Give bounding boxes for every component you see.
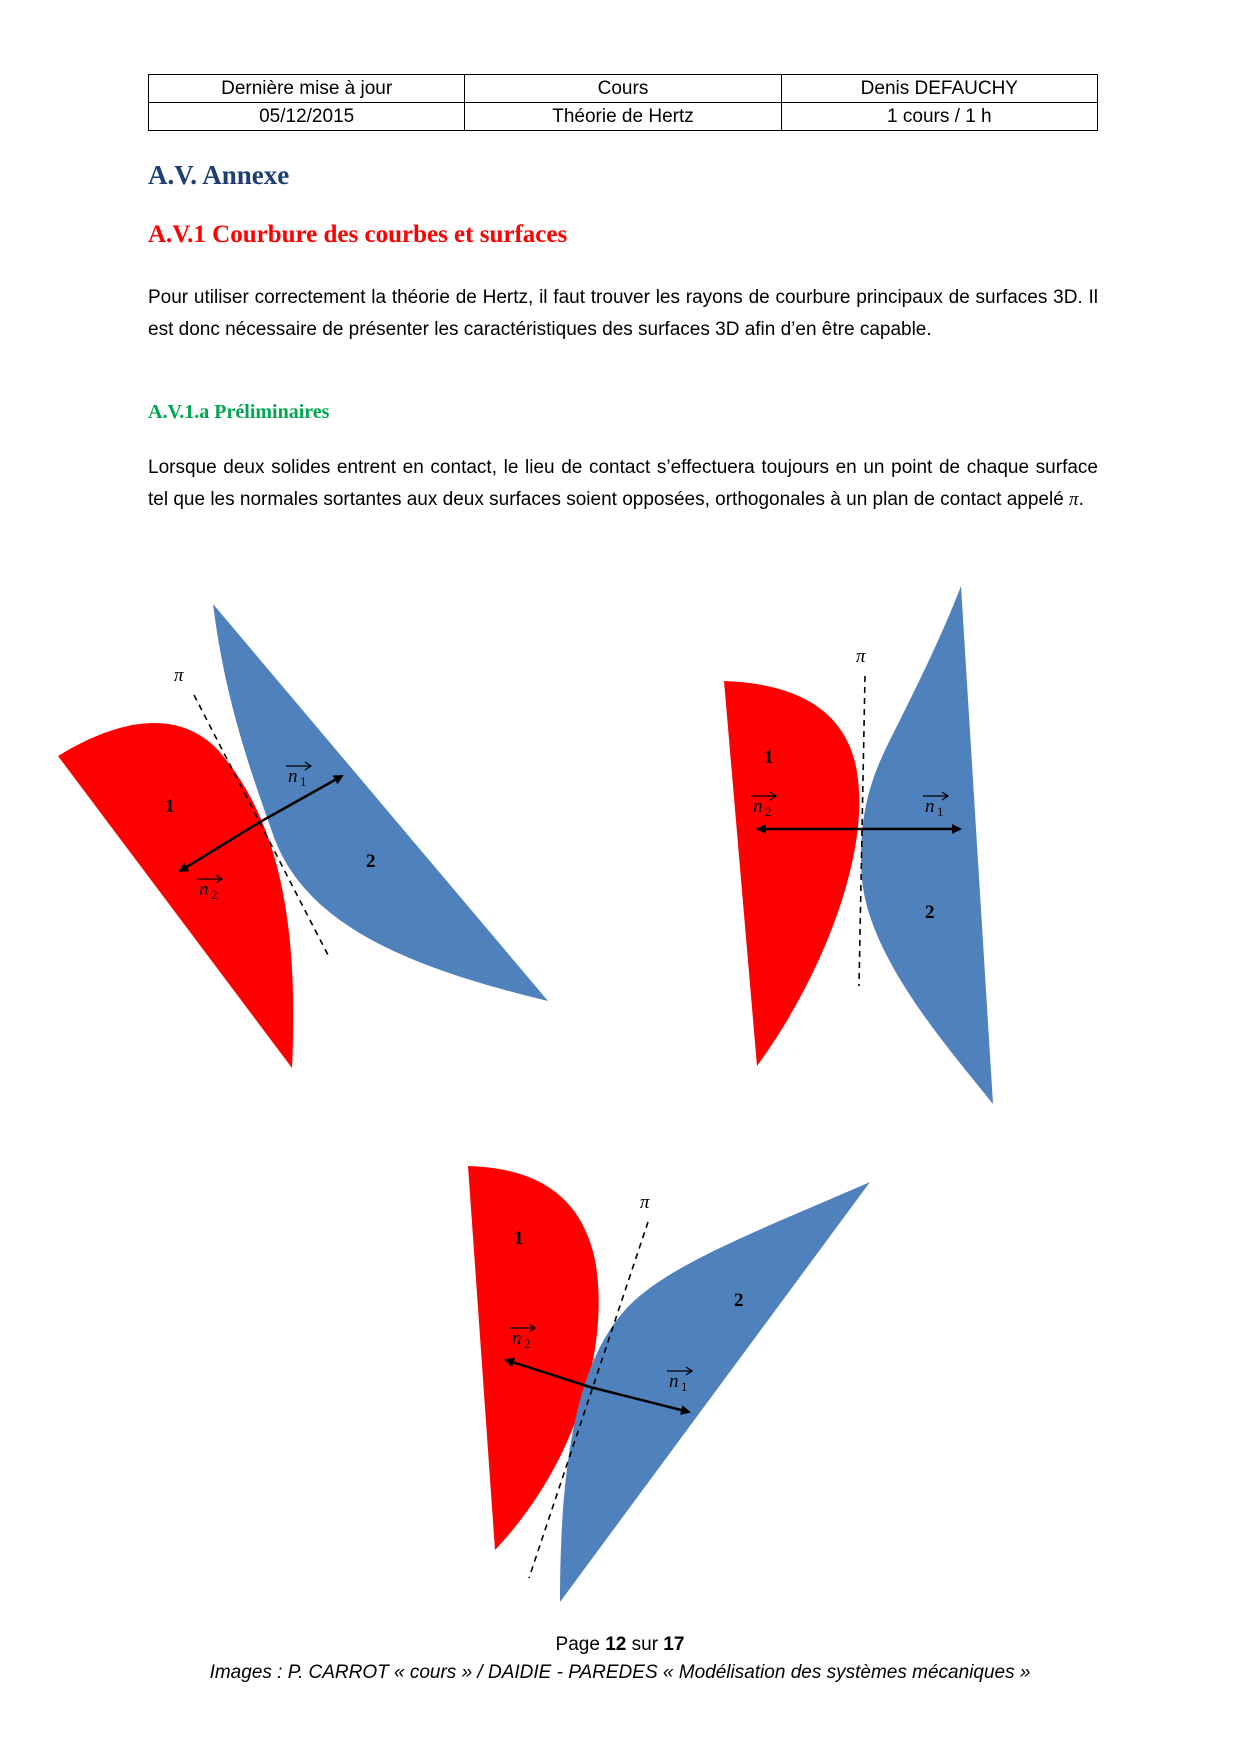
solid-2-label: 2: [734, 1290, 744, 1311]
solid-1-shape: [724, 681, 859, 1066]
subsubsection-title: A.V.1.a Préliminaires: [148, 401, 330, 423]
page-prefix: Page: [555, 1634, 606, 1655]
section-title: A.V. Annexe: [148, 160, 290, 190]
page-number: [0, 1634, 1240, 1656]
n2-letter: n: [753, 796, 763, 817]
figure-vertical-contact: [724, 586, 993, 1104]
header-author: Denis DEFAUCHY: [781, 75, 1097, 103]
solid-2-label: 2: [925, 902, 935, 923]
solid-2-shape: [861, 586, 993, 1104]
figure-inclined-contact: [468, 1166, 870, 1602]
n1-letter: n: [925, 796, 935, 817]
image-credits: Images : P. CARROT « cours » / DAIDIE - PAREDES « Modélisation des systèmes mécaniques »: [209, 1662, 1031, 1683]
header-duration: 1 cours / 1 h: [781, 103, 1097, 131]
n1-index: 1: [937, 804, 944, 819]
figure-oblique-contact: [58, 604, 548, 1068]
solid-1-label: 1: [764, 747, 774, 768]
plane-pi-label: π: [640, 1192, 650, 1213]
header-update-label: Dernière mise à jour: [149, 75, 465, 103]
n2-index: 2: [524, 1336, 531, 1351]
solid-1-label: 1: [514, 1228, 524, 1249]
plane-pi-label: π: [856, 646, 866, 667]
page-current: 12: [605, 1634, 627, 1655]
header-date: 05/12/2015: [149, 103, 465, 131]
n1-index: 1: [300, 774, 307, 789]
n2-letter: n: [199, 879, 209, 900]
paragraph-end: .: [1078, 489, 1084, 510]
n2-index: 2: [211, 887, 218, 902]
n1-letter: n: [669, 1371, 679, 1392]
plane-pi-label: π: [174, 665, 184, 686]
solid-1-label: 1: [165, 796, 175, 817]
contact-paragraph-text: Lorsque deux solides entrent en contact, le lieu de contact s’effectuera toujours en un point de chaque surface tel que les normales sortantes aux deux surfaces soient opposées, orthogonales à un plan de contact appelé: [148, 457, 1098, 510]
n2-index: 2: [765, 804, 772, 819]
header-course-title: Théorie de Hertz: [465, 103, 781, 131]
intro-paragraph: Pour utiliser correctement la théorie de Hertz, il faut trouver les rayons de courbure principaux de surfaces 3D. Il est donc nécessaire de présenter les caractéristiques des surfaces 3D afin d’en être capable.: [148, 287, 1098, 340]
header-type-label: Cours: [465, 75, 781, 103]
solid-2-label: 2: [366, 851, 376, 872]
page-total: 17: [663, 1634, 685, 1655]
n2-letter: n: [512, 1328, 522, 1349]
n1-letter: n: [288, 766, 298, 787]
page-mid: sur: [626, 1634, 664, 1655]
n1-index: 1: [681, 1379, 688, 1394]
subsection-title: A.V.1 Courbure des courbes et surfaces: [148, 221, 568, 248]
pi-symbol: π: [1069, 489, 1079, 510]
